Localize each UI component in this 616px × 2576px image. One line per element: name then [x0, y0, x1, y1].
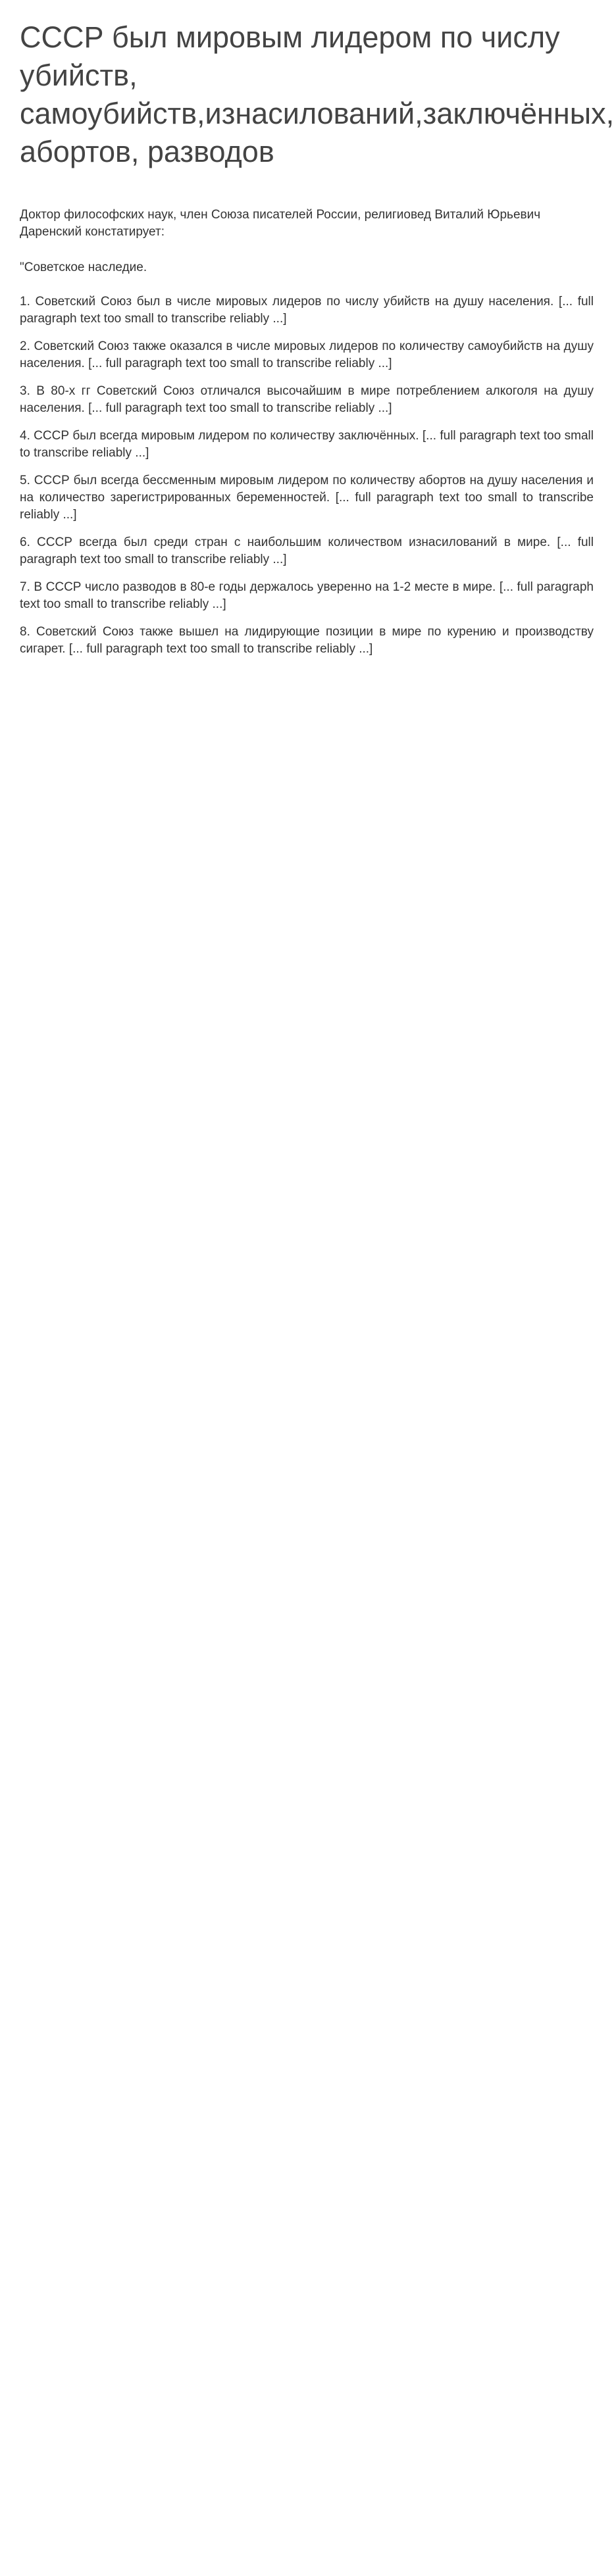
point-4: 4. СССР был всегда мировым лидером по количеству заключённых. [... full paragraph text too small to transcribe reliably ...]: [20, 429, 594, 460]
point-7: 7. В СССР число разводов в 80-е годы держалось уверенно на 1-2 месте в мире. [... full paragraph text too small to transcribe reliably ...]: [20, 580, 594, 611]
article-title: СССР был мировым лидером по числу убийств, самоубийств,изнасилований,заключённых, абортов, разводов: [20, 20, 615, 168]
quote-opening: "Советское наследие.: [20, 260, 147, 274]
point-2: 2. Советский Союз также оказался в числе мировых лидеров по количеству самоубийств на душу населения. [... full paragraph text too small to transcribe reliably ...]: [20, 339, 594, 370]
article-intro: Доктор философских наук, член Союза писателей России, религиовед Виталий Юрьевич Даренский констатирует:: [20, 208, 541, 239]
point-8: 8. Советский Союз также вышел на лидирующие позиции в мире по курению и производству сигарет. [... full paragraph text too small to transcribe reliably ...]: [20, 625, 594, 656]
point-5: 5. СССР был всегда бессменным мировым лидером по количеству абортов на душу населения и на количество зарегистрированных беременностей. [... full paragraph text too small to transcribe reliably ...]: [20, 474, 594, 522]
point-6: 6. СССР всегда был среди стран с наибольшим количеством изнасилований в мире. [... full paragraph text too small to transcribe reliably ...]: [20, 535, 594, 566]
point-3: 3. В 80-х гг Советский Союз отличался высочайшим в мире потреблением алкоголя на душу населения. [... full paragraph text too small to transcribe reliably ...]: [20, 384, 594, 415]
points-list: [20, 293, 594, 658]
point-1: 1. Советский Союз был в числе мировых лидеров по числу убийств на душу населения. [... full paragraph text too small to transcribe reliably ...]: [20, 295, 594, 326]
